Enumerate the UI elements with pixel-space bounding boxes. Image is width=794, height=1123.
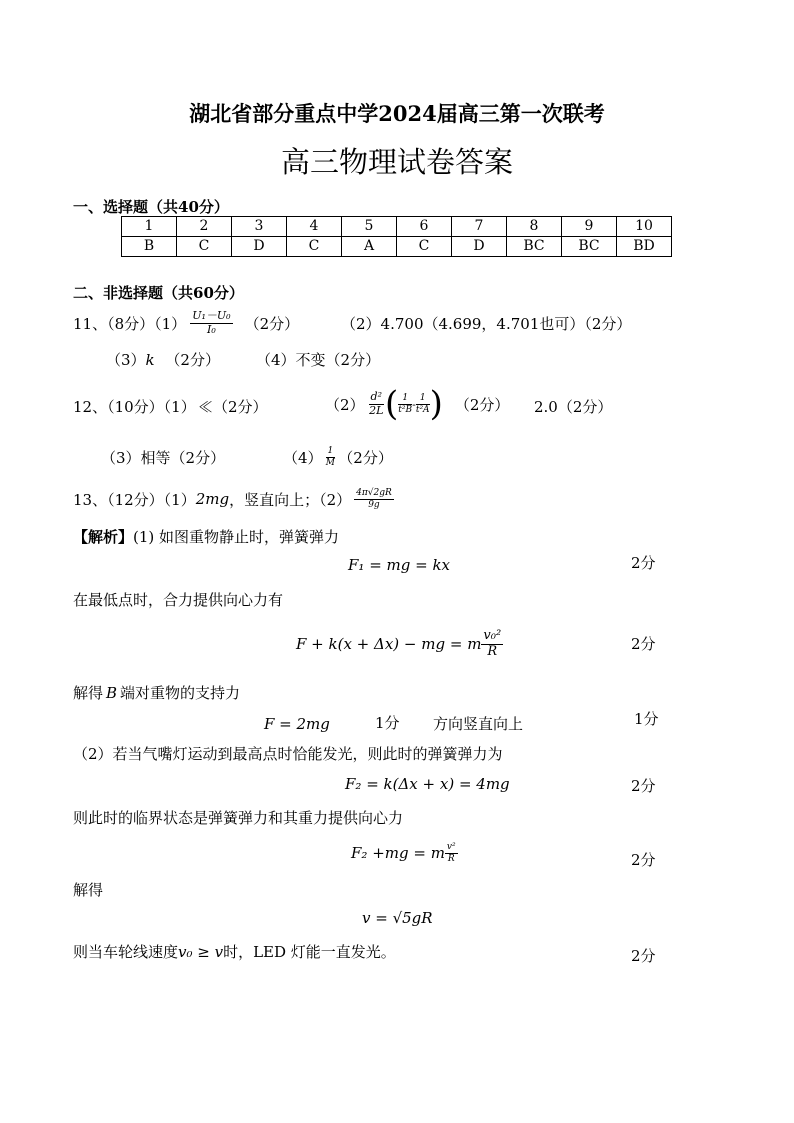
equation-5-fraction [445, 842, 458, 864]
q11-part3 [106, 349, 220, 370]
q12-part2-pts: （2分） [454, 395, 510, 414]
q12-part4 [283, 440, 393, 474]
q13-line3 [73, 682, 240, 703]
line3-var: B [106, 684, 118, 702]
q12-coef-den: 2L [369, 403, 384, 417]
equation-2-points: 2分 [631, 635, 656, 653]
question-number: 9 [562, 217, 617, 237]
answer-cell: BD [617, 237, 672, 257]
question-number: 4 [287, 217, 342, 237]
q12-part4-label: （4） [283, 448, 323, 467]
answer-sheet-title: 高三物理试卷答案 [280, 145, 513, 179]
answer-cell: C [177, 237, 232, 257]
question-number: 6 [397, 217, 452, 237]
answer-cell: C [397, 237, 452, 257]
answer-cell: D [232, 237, 287, 257]
q13-line4: （2）若当气嘴灯运动到最高点时恰能发光，则此时的弹簧弹力为 [73, 745, 503, 763]
q12-part4-pts: （2分） [338, 448, 393, 467]
question-number: 5 [342, 217, 397, 237]
answer-cell: D [452, 237, 507, 257]
line3-text-a: 解得 [73, 684, 104, 702]
equation-2-num: v₀² [483, 627, 502, 643]
q11-pts1: （2分） [244, 314, 300, 333]
answer-table [121, 216, 672, 257]
equation-6: v = √5gR [362, 909, 433, 927]
q11-part3-var: k [145, 351, 155, 369]
q12-coef-num: d² [370, 389, 382, 403]
equation-5-num: v² [446, 842, 456, 853]
q11-frac-num: U₁－U₀ [192, 308, 231, 322]
q12-part2 [325, 381, 509, 427]
q13-ans2-den: 9g [368, 499, 380, 510]
q12-inner1-num: 1 [398, 393, 412, 404]
q12-part4-fraction [326, 446, 336, 468]
answer-cell: A [342, 237, 397, 257]
q12-inner2-fraction [416, 393, 430, 415]
q12-part4-den: M [325, 457, 336, 468]
question-number: 7 [452, 217, 507, 237]
q12-inner2-den: t²A [415, 404, 430, 415]
q12-inner2-num: 1 [416, 393, 430, 404]
equation-5-points: 2分 [631, 851, 656, 869]
direction-text: 方向竖直向上 [433, 715, 524, 733]
right-paren: ) [429, 384, 443, 424]
equation-4: F₂ = k(Δx + x) = 4mg [345, 775, 510, 793]
q13-analysis-line [73, 526, 339, 547]
q11-fraction [190, 310, 232, 336]
question-number-row [122, 217, 672, 237]
equation-1: F₁ = mg = kx [348, 556, 451, 574]
question-number: 8 [507, 217, 562, 237]
q13-ans2-fraction [354, 488, 394, 510]
line7-text-b: 时，LED 灯能一直发光。 [223, 943, 396, 961]
line7-points: 2分 [631, 947, 656, 965]
q13-ans1: 2mg [195, 490, 230, 508]
equation-3-points: 1分 [375, 714, 400, 732]
q12-prefix: 12、（10分）（1） [73, 398, 196, 416]
answer-row [122, 237, 672, 257]
q12-minus: - [412, 397, 416, 411]
equation-5 [351, 834, 458, 872]
equation-2-den: R [487, 643, 498, 659]
equation-5-left: F₂ +mg = m [351, 844, 445, 862]
q12-part4-num: 1 [327, 446, 334, 457]
line7-var: v₀ ≥ v [178, 943, 224, 961]
exam-title: 湖北省部分重点中学2024届高三第一次联考 [189, 101, 605, 126]
q12-part2b: 2.0（2分） [534, 398, 613, 416]
q11-frac-den: I₀ [206, 322, 216, 336]
equation-3: F = 2mg [264, 715, 330, 733]
q13-line1 [73, 481, 394, 517]
q13-line6: 解得 [73, 881, 104, 899]
equation-2 [296, 621, 503, 667]
q12-inner1-fraction [398, 393, 412, 415]
section-multiple-choice: 一、选择题（共40分） [73, 198, 229, 216]
q12-coef-fraction [369, 391, 384, 417]
direction-points: 1分 [634, 710, 659, 728]
question-number: 2 [177, 217, 232, 237]
answer-cell: BC [507, 237, 562, 257]
line7-text-a: 则当车轮线速度 [73, 943, 179, 961]
q13-line2: 在最低点时，合力提供向心力有 [73, 591, 284, 609]
line3-text-b: 端对重物的支持力 [120, 684, 241, 702]
analysis-label: 【解析】 [73, 528, 134, 546]
q13-ans1-tail: ，竖直向上；（2） [229, 490, 352, 509]
q12-part2-label: （2） [325, 395, 365, 414]
q11-part4: （4）不变（2分） [256, 351, 381, 369]
q13-prefix: 13、（12分）（1） [73, 490, 196, 509]
equation-4-points: 2分 [631, 777, 656, 795]
answer-cell: B [122, 237, 177, 257]
q11-part3-pts: （2分） [165, 351, 220, 369]
q11-part3-label: （3） [106, 351, 146, 369]
q12-inner1-den: t²B [398, 404, 413, 415]
equation-5-den: R [447, 853, 455, 864]
equation-2-fraction [481, 629, 503, 660]
q13-line5: 则此时的临界状态是弹簧弹力和其重力提供向心力 [73, 809, 404, 827]
left-paren: ( [385, 384, 399, 424]
question-number: 1 [122, 217, 177, 237]
equation-1-points: 2分 [631, 554, 656, 572]
equation-2-left: F + k(x + Δx) − mg = m [296, 635, 482, 653]
q12-part3: （3）相等（2分） [101, 449, 226, 467]
answer-cell: BC [562, 237, 617, 257]
q11-prefix: 11、（8分）（1） [73, 314, 187, 333]
question-number: 3 [232, 217, 287, 237]
q13-line7 [73, 941, 396, 962]
section-free-response: 二、非选择题（共60分） [73, 284, 244, 302]
q12-part1: ≪（2分） [198, 398, 268, 416]
answer-cell: C [287, 237, 342, 257]
q11-line1 [73, 303, 299, 343]
q13-ans2-num: 4π√2gR [356, 488, 392, 499]
question-number: 10 [617, 217, 672, 237]
q11-part2: （2）4.700（4.699，4.701也可）（2分） [341, 315, 632, 333]
analysis-text: (1) 如图重物静止时，弹簧弹力 [133, 528, 340, 546]
